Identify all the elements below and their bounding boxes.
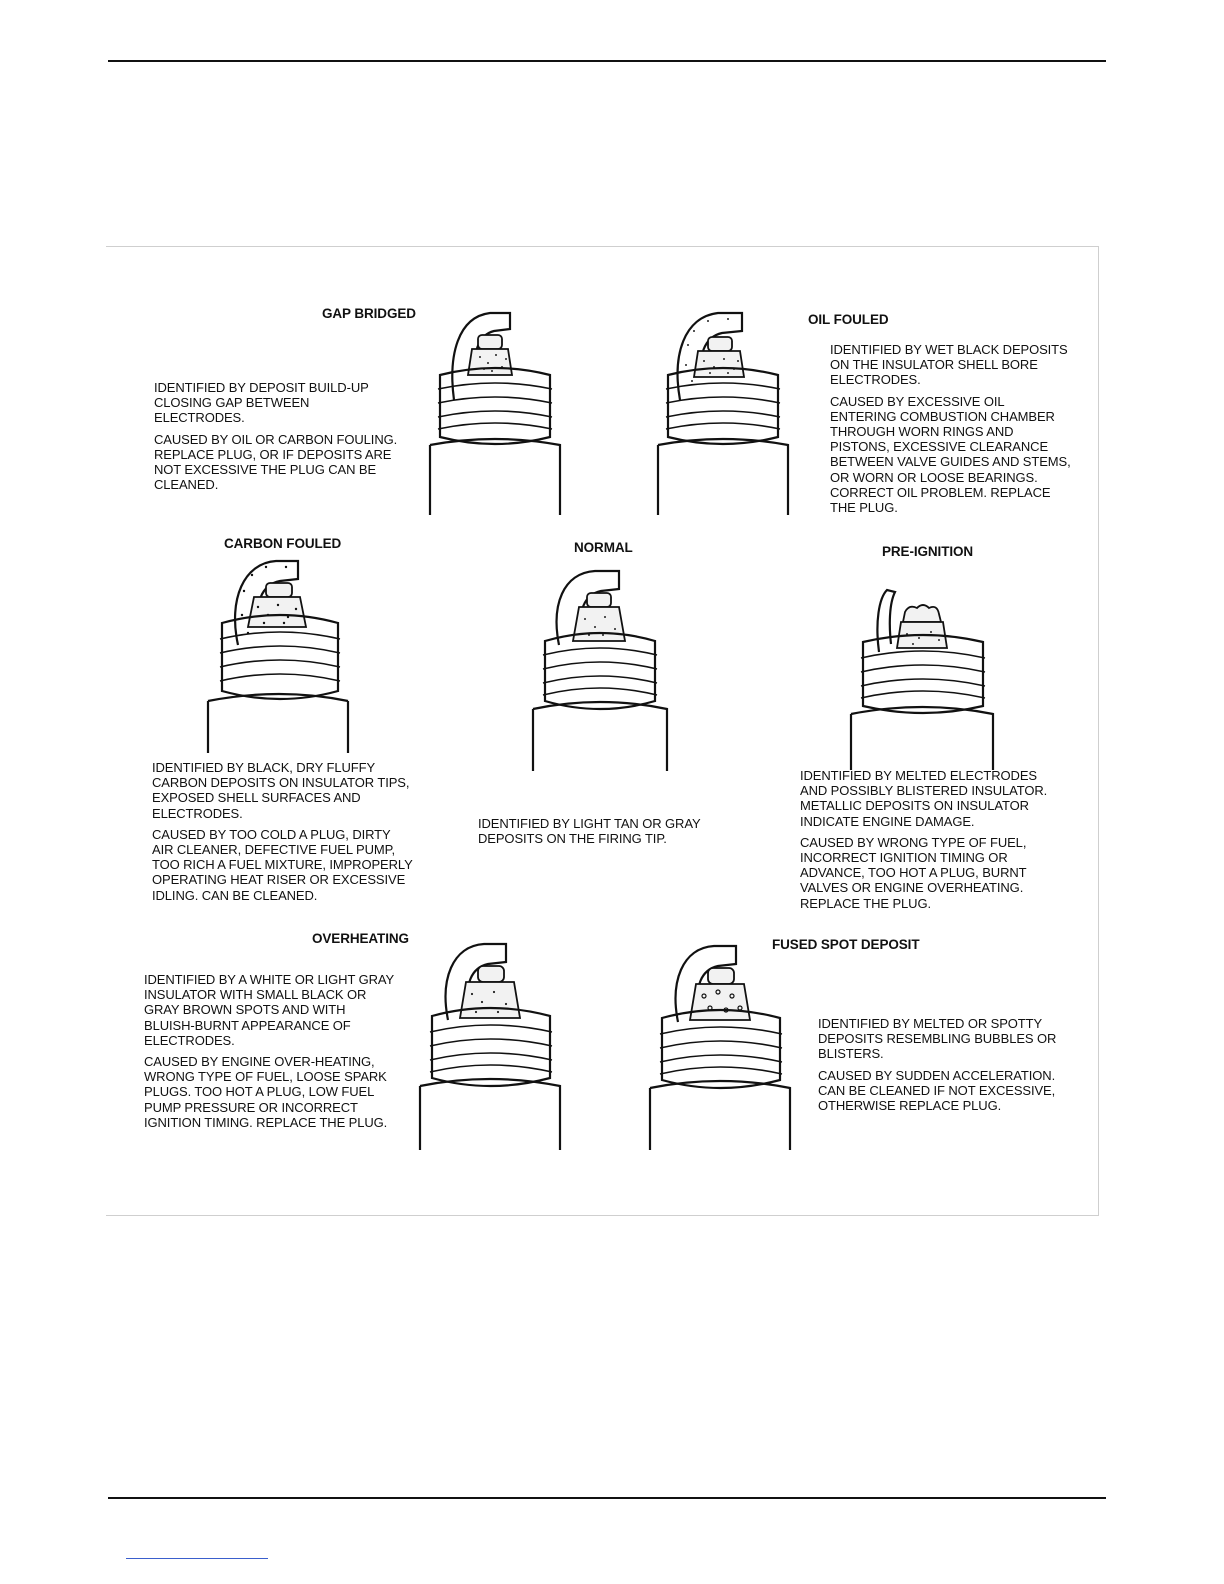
paragraph: CAUSED BY WRONG TYPE OF FUEL, INCORRECT IGNITION TIMING OR ADVANCE, TOO HOT A PLUG, BURNT VALVES OR ENGINE OVERHEATING. REPLACE THE PLUG.: [800, 834, 1027, 911]
panel-desc-normal: [478, 816, 728, 852]
footer-link-underline: [126, 1558, 268, 1559]
panel-title-gap-bridged: GAP BRIDGED: [322, 306, 416, 321]
header-rule: [108, 60, 1106, 62]
panel-title-pre-ignition: PRE-IGNITION: [882, 544, 974, 559]
normal-spark-plug-icon: [525, 565, 675, 775]
footer-rule: [108, 1497, 1106, 1499]
paragraph: CAUSED BY OIL OR CARBON FOULING. REPLACE PLUG, OR IF DEPOSITS ARE NOT EXCESSIVE THE PLUG CAN BE CLEANED.: [154, 431, 398, 493]
paragraph: IDENTIFIED BY MELTED ELECTRODES AND POSSIBLY BLISTERED INSULATOR. METALLIC DEPOSITS ON INSULATOR INDICATE ENGINE DAMAGE.: [800, 768, 1048, 829]
paragraph: IDENTIFIED BY LIGHT TAN OR GRAY DEPOSITS ON THE FIRING TIP.: [478, 816, 701, 847]
panel-title-oil-fouled: OIL FOULED: [808, 312, 889, 327]
pre-ignition-spark-plug-icon: [845, 582, 1000, 772]
paragraph: CAUSED BY ENGINE OVER-HEATING, WRONG TYPE OF FUEL, LOOSE SPARK PLUGS. TOO HOT A PLUG, LOW FUEL PUMP PRESSURE OR INCORRECT IGNITION TIMING. REPLACE THE PLUG.: [144, 1054, 388, 1130]
panel-desc-fused-spot-deposit: [818, 1016, 1074, 1119]
panel-desc-overheating: [144, 972, 394, 1136]
paragraph: CAUSED BY EXCESSIVE OIL ENTERING COMBUSTION CHAMBER THROUGH WORN RINGS AND PISTONS, EXCESSIVE CLEARANCE BETWEEN VALVE GUIDES AND STEMS, OR WORN OR LOOSE BEARINGS. CORRECT OIL PROBLEM. REPLACE THE PLUG.: [830, 393, 1071, 516]
paragraph: CAUSED BY SUDDEN ACCELERATION. CAN BE CLEANED IF NOT EXCESSIVE, OTHERWISE REPLACE PLUG.: [818, 1067, 1056, 1114]
carbon-fouled-spark-plug-icon: [200, 555, 360, 755]
panel-title-overheating: OVERHEATING: [312, 931, 409, 946]
panel-title-normal: NORMAL: [574, 540, 633, 555]
panel-desc-oil-fouled: [830, 342, 1072, 521]
gap-bridged-spark-plug-icon: [420, 305, 570, 517]
paragraph: IDENTIFIED BY BLACK, DRY FLUFFY CARBON DEPOSITS ON INSULATOR TIPS, EXPOSED SHELL SURFACES AND ELECTRODES.: [152, 760, 410, 821]
panel-title-carbon-fouled: CARBON FOULED: [224, 536, 342, 551]
paragraph: CAUSED BY TOO COLD A PLUG, DIRTY AIR CLEANER, DEFECTIVE FUEL PUMP, TOO RICH A FUEL MIXTURE, IMPROPERLY OPERATING HEAT RISER OR EXCESSIVE IDLING. CAN BE CLEANED.: [152, 826, 413, 903]
paragraph: IDENTIFIED BY A WHITE OR LIGHT GRAY INSULATOR WITH SMALL BLACK OR GRAY BROWN SPOTS AND WITH BLUISH-BURNT APPEARANCE OF ELECTRODES.: [144, 972, 394, 1048]
paragraph: IDENTIFIED BY WET BLACK DEPOSITS ON THE INSULATOR SHELL BORE ELECTRODES.: [830, 342, 1068, 388]
overheating-spark-plug-icon: [410, 940, 570, 1152]
oil-fouled-spark-plug-icon: [648, 305, 798, 517]
panel-desc-carbon-fouled: [152, 760, 414, 909]
paragraph: IDENTIFIED BY DEPOSIT BUILD-UP CLOSING GAP BETWEEN ELECTRODES.: [154, 380, 369, 426]
fused-spot-spark-plug-icon: [640, 940, 800, 1152]
panel-desc-gap-bridged: [154, 380, 399, 498]
panel-title-fused-spot-deposit: FUSED SPOT DEPOSIT: [772, 937, 920, 952]
panel-desc-pre-ignition: [800, 768, 1052, 917]
paragraph: IDENTIFIED BY MELTED OR SPOTTY DEPOSITS RESEMBLING BUBBLES OR BLISTERS.: [818, 1016, 1057, 1062]
